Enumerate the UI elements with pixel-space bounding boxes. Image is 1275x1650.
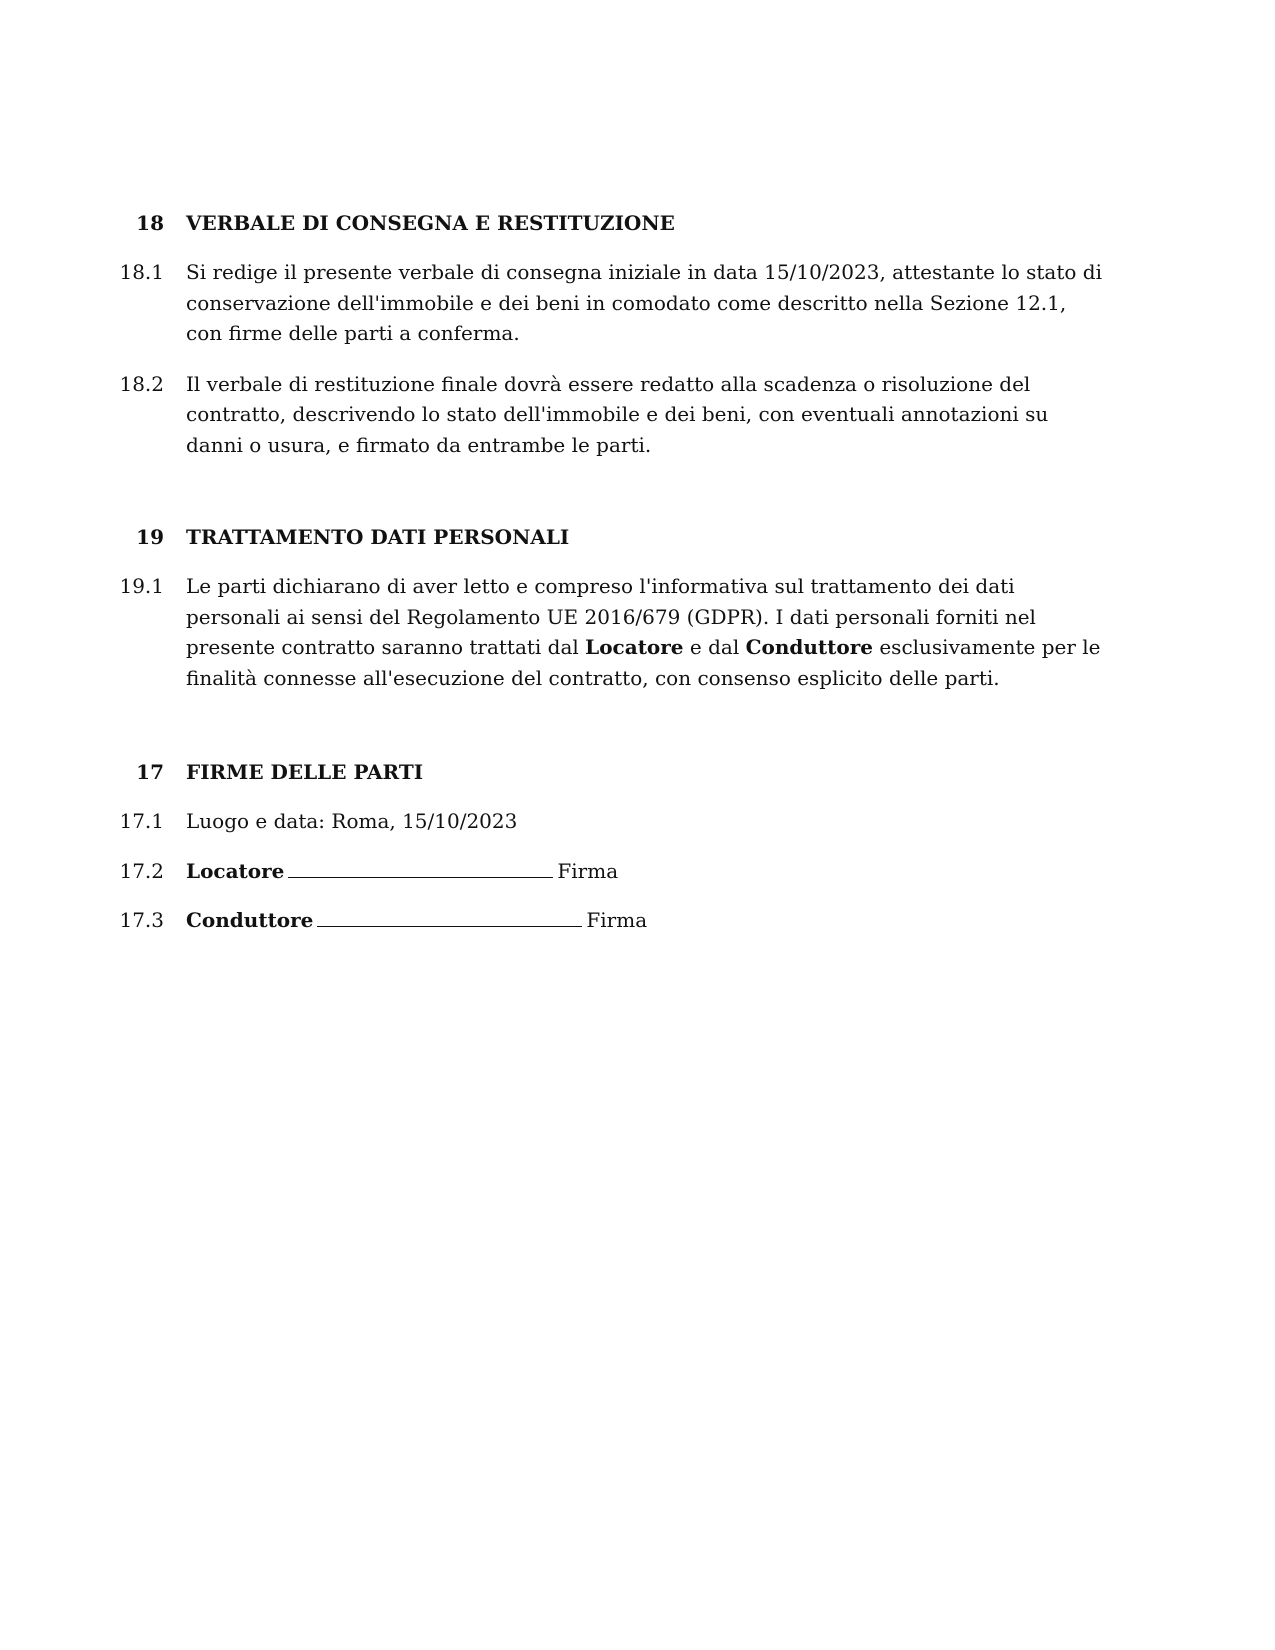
section-number: 18 [136,211,164,235]
clause-text-part: Le parti dichiarano di aver letto e compreso l'informativa sul trattamento dei dati personali ai sensi del Regolamento UE 2016/679 (GDPR). I dati personali forniti nel presente contratto saranno trattati dal [186,574,1036,659]
section-19 [0,522,1275,693]
section-number: 19 [136,525,164,549]
section-18 [0,208,1275,460]
signature-suffix: Firma [557,858,619,883]
signature-suffix: Firma [586,908,648,932]
section-title: FIRME DELLE PARTI [186,760,424,784]
clause-text: Il verbale di restituzione finale dovrà essere redatto alla scadenza o risoluzione del contratto, descrivendo lo stato dell'immobile e dei beni, con eventuali annotazioni su danni o usura, e firmato da entrambe le parti. [186,371,1049,457]
clause-text: Si redige il presente verbale di consegna iniziale in data 15/10/2023, attestante lo stato di conservazione dell'immobile e dei beni in comodato come descritto nella Sezione 12.1, con firme delle parti a conferma. [186,260,1102,345]
section-heading [0,522,1275,552]
party-locatore: Locatore [585,635,684,659]
section-heading [0,757,1275,787]
section-number: 17 [136,760,164,784]
clause-number: 17.1 [119,809,164,833]
section-17 [0,757,1275,936]
signature-party-label: Conduttore [186,908,314,932]
party-conduttore: Conduttore [745,635,873,659]
place-and-date: Luogo e data: Roma, 15/10/2023 [186,809,518,833]
clause-text-part: esclusivamente per le finalità connesse all'esecuzione del contratto, con consenso esplicito delle parti. [186,635,1101,690]
signature-line[interactable] [317,906,582,927]
signature-row-conduttore [186,905,1106,936]
clause-number: 17.2 [119,858,164,883]
clause-text-part: e dal [683,635,746,659]
clause-18-2 [0,369,1275,461]
section-heading [0,208,1275,238]
section-title: VERBALE DI CONSEGNA E RESTITUZIONE [186,211,675,235]
signature-line[interactable] [288,857,553,878]
clause-number: 17.3 [119,908,164,932]
signature-party-label: Locatore [186,858,285,883]
clause-19-1 [0,571,1275,693]
signature-row-locatore [186,856,1106,887]
clause-18-1 [0,257,1275,349]
clause-number: 18.1 [119,260,164,284]
clause-number: 18.2 [119,371,164,396]
clause-17-1 [0,806,1275,837]
clause-text [186,571,1106,693]
clause-17-3 [0,905,1275,936]
clause-17-2 [0,856,1275,887]
clause-number: 19.1 [119,574,164,598]
section-title: TRATTAMENTO DATI PERSONALI [186,525,570,549]
